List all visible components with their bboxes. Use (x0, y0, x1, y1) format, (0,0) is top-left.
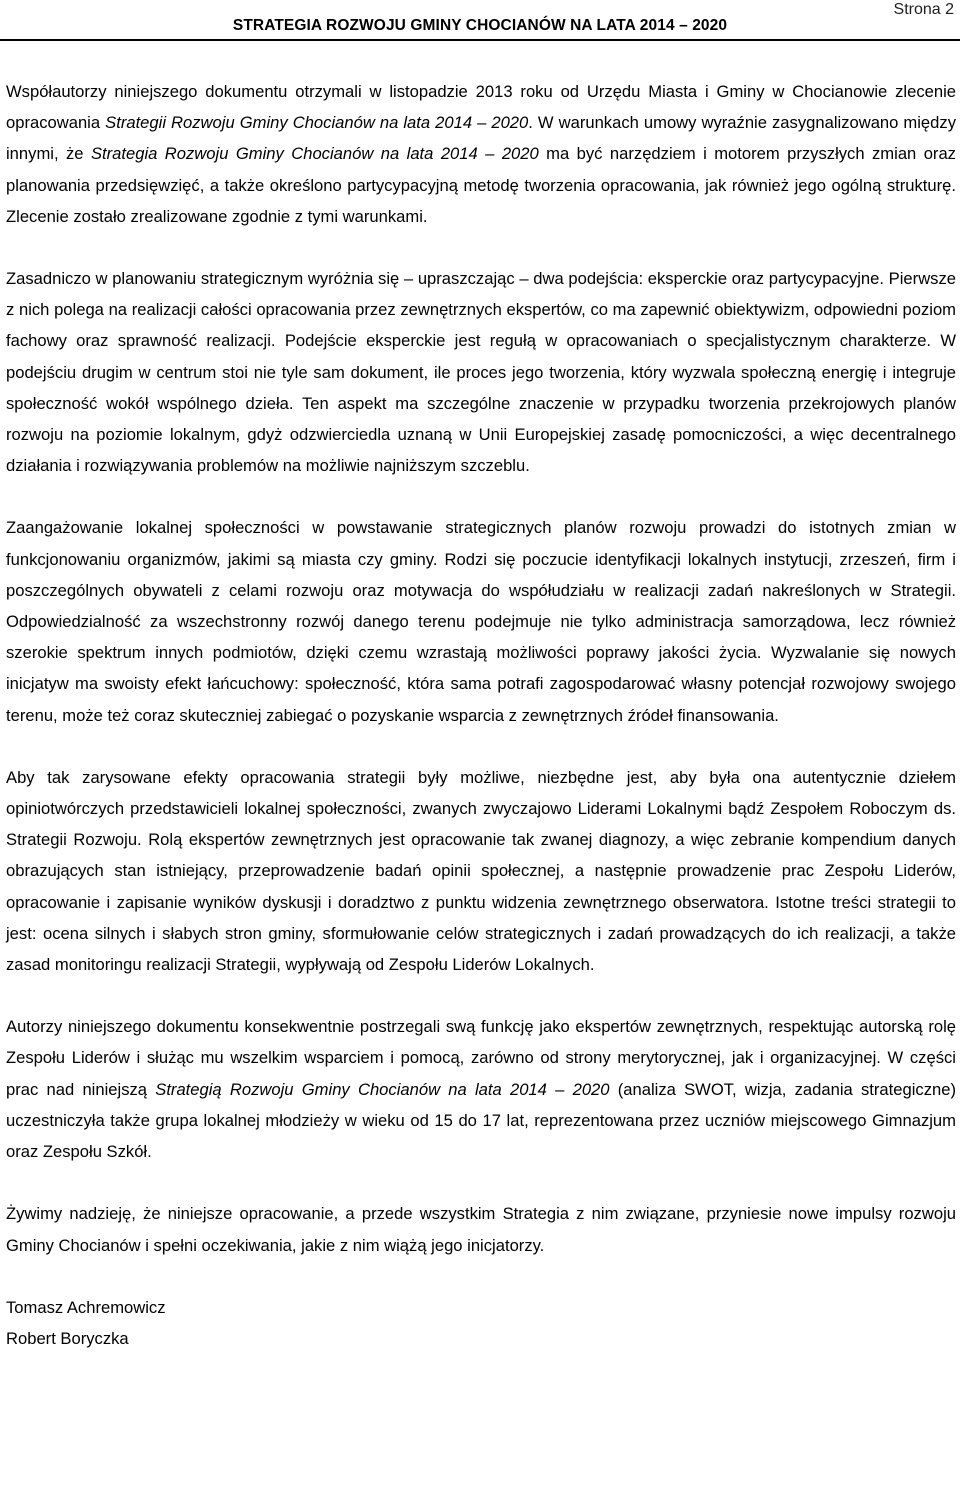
document-body (6, 76, 956, 1354)
paragraph-closing (6, 1198, 956, 1260)
text-segment: ma być narzędziem i motorem przyszłych zmian oraz planowania przedsięwzięć, a także określono partycypacyjną metodę tworzenia opracowania, jak również jego ogólną strukturę. Zlecenie zostało zrealizowane zgodnie z tymi warunkami. (6, 144, 956, 226)
text-segment: Aby tak zarysowane efekty opracowania strategii były możliwe, niezbędne jest, aby była ona autentycznie dziełem opiniotwórczych przedstawicieli lokalnej społeczności, zwanych zwyczajowo Liderami Lokalnymi bądź Zespołem Roboczym ds. Strategii Rozwoju. Rolą ekspertów zewnętrznych jest opracowanie tak zwanej diagnozy, a więc zebranie kompendium danych obrazujących stan istniejący, przeprowadzenie badań opinii społecznej, a następnie prowadzenie prac Zespołu Liderów, opracowanie i zapisanie wyników dyskusji i doradztwo z punktu widzenia zewnętrznego obserwatora. Istotne treści strategii to jest: ocena silnych i słabych stron gminy, sformułowanie celów strategicznych i zadań prowadzących do ich realizacji, a także zasad monitoringu realizacji Strategii, wypływają od Zespołu Liderów Lokalnych. (6, 767, 956, 975)
text-segment-italic: Strategii Rozwoju Gminy Chocianów na lata 2014 – 2020 (105, 113, 529, 133)
text-segment: Zaangażowanie lokalnej społeczności w powstawanie strategicznych planów rozwoju prowadzi do istotnych zmian w funkcjonowaniu organizmów, jakimi są miasta czy gminy. Rodzi się poczucie identyfikacji lokalnych instytucji, zrzeszeń, firm i poszczególnych obywateli z celami rozwoju oraz motywacja do współudziału w realizacji zadań nakreślonych w Strategii. Odpowiedzialność za wszechstronny rozwój danego terenu podejmuje nie tylko administracja samorządowa, lecz również szerokie spektrum innych podmiotów, dzięki czemu wzrastają możliwości poprawy jakości życia. Wyzwalanie się nowych inicjatyw ma swoisty efekt łańcuchowy: społeczność, która sama potrafi zagospodarować własny potencjał rozwojowy swojego terenu, może też coraz skuteczniej zabiegać o pozyskanie wsparcia z zewnętrznych źródeł finansowania. (6, 518, 956, 725)
paragraph-authors (6, 1011, 956, 1167)
text-segment: Zasadniczo w planowaniu strategicznym wyróżnia się – upraszczając – dwa podejścia: eksperckie oraz partycypacyjne. Pierwsze z nich polega na realizacji całości opracowania przez zewnętrznych ekspertów, co ma zapewnić obiektywizm, odpowiedni poziom fachowy oraz sprawność realizacji. Podejście eksperckie jest regułą w opracowaniach o specjalistycznym charakterze. W podejściu drugim w centrum stoi nie tyle sam dokument, ile proces jego tworzenia, który wyzwala społeczną energię i integruje społeczność wokół wspólnego dzieła. Ten aspekt ma szczególne znaczenie w przypadku tworzenia przekrojowych planów rozwoju na poziomie lokalnym, gdyż odzwierciedla uznaną w Unii Europejskiej zasadę pomocniczości, a więc decentralnego działania i rozwiązywania problemów na możliwie najniższym szczeblu. (6, 269, 956, 476)
text-segment: Współautorzy niniejszego dokumentu otrzymali w listopadzie 2013 roku od Urzędu Miasta i Gminy w Chocianowie zlecenie opracowania (6, 82, 956, 133)
text-segment-italic: Strategią Rozwoju Gminy Chocianów na lata 2014 – 2020 (155, 1079, 610, 1099)
signature-name: Tomasz Achremowicz (6, 1297, 166, 1317)
paragraph-approaches (6, 263, 956, 481)
header-divider (0, 39, 960, 41)
signature-block (6, 1292, 956, 1354)
text-segment: Autorzy niniejszego dokumentu konsekwentnie postrzegali swą funkcję jako ekspertów zewnętrznych, respektując autorską rolę Zespołu Liderów i służąc mu wszelkim wsparciem i pomocą, zarówno od strony merytorycznej, jak i organizacyjnej. W części prac nad niniejszą (6, 1017, 956, 1099)
paragraph-commission (6, 76, 956, 232)
paragraph-community-engagement (6, 512, 956, 730)
text-segment: Żywimy nadzieję, że niniejsze opracowanie, a przede wszystkim Strategia z nim związane, przyniesie nowe impulsy rozwoju Gminy Chocianów i spełni oczekiwania, jakie z nim wiążą jego inicjatorzy. (6, 1204, 956, 1255)
running-header-title: STRATEGIA ROZWOJU GMINY CHOCIANÓW NA LATA 2014 – 2020 (232, 17, 728, 34)
signature-name: Robert Boryczka (6, 1328, 129, 1348)
paragraph-local-leaders (6, 762, 956, 980)
text-segment: . W warunkach umowy wyraźnie zasygnalizowano między innymi, że (6, 113, 956, 164)
text-segment-italic: Strategia Rozwoju Gminy Chocianów na lata 2014 – 2020 (90, 144, 539, 164)
text-segment: (analiza SWOT, wizja, zadania strategiczne) uczestniczyła także grupa lokalnej młodzieży w wieku od 15 do 17 lat, reprezentowana przez uczniów miejscowego Gimnazjum oraz Zespołu Szkół. (6, 1079, 956, 1162)
page-number: Strona 2 (893, 1, 954, 18)
